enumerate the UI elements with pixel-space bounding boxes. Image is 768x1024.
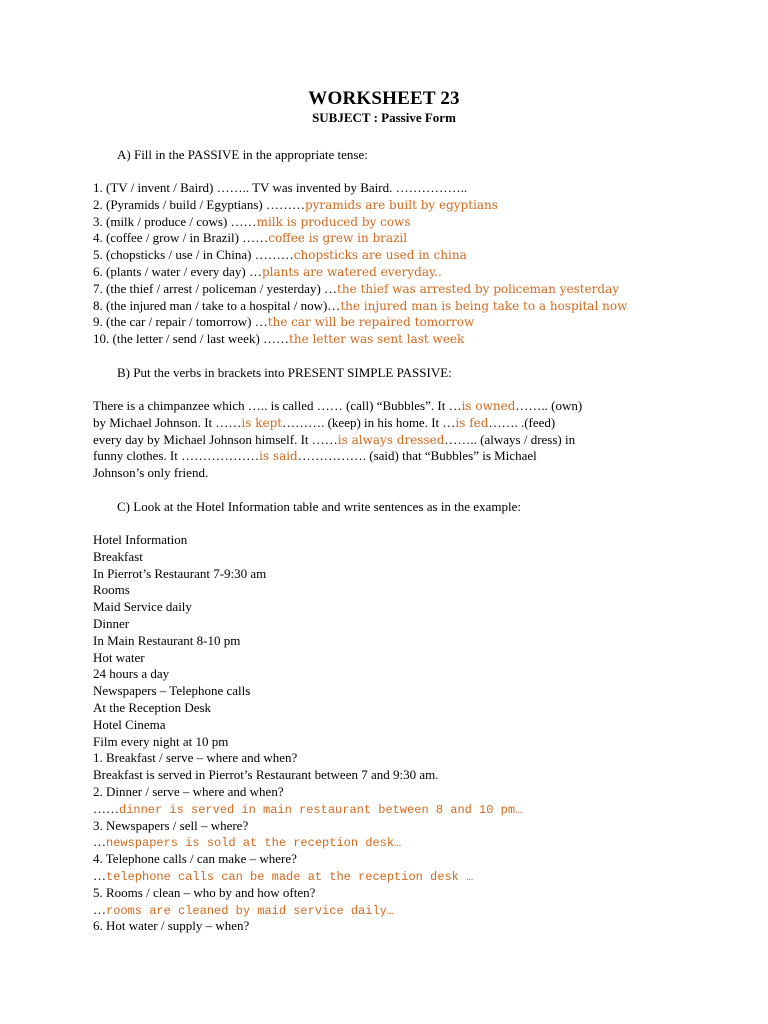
line-text: Hot water [93,649,145,665]
paragraph-text: by Michael Johnson. It …… [93,414,242,430]
line-text: 24 hours a day [93,666,170,682]
exercise-a-item [93,263,442,281]
line-text: In Pierrot’s Restaurant 7-9:30 am [93,565,267,581]
written-answer: telephone calls can be made at the reception desk … [106,870,474,884]
paragraph-line [93,397,582,415]
exercise-a-item [93,330,464,348]
paragraph-text: ……. .(feed) [488,414,556,430]
hotel-line [93,565,266,582]
hotel-line [93,548,143,565]
hotel-line [93,598,192,615]
section-b-instruction: B) Put the verbs in brackets into PRESENT SIMPLE PASSIVE: [117,365,452,380]
line-text: Maid Service daily [93,599,192,615]
line-text: In Main Restaurant 8-10 pm [93,632,241,648]
written-answer: dinner is served in main restaurant between 8 and 10 pm… [119,802,523,817]
written-answer: rooms are cleaned by maid service daily… [106,903,395,918]
hotel-line [93,682,250,699]
item-prompt: 10. (the letter / send / last week) …… [93,331,290,347]
line-text: 4. Telephone calls / can make – where? [93,851,297,867]
line-text: … [93,834,106,850]
line-text: Hotel Information [93,532,188,547]
exercise-a-item [93,246,467,264]
line-text: …… [93,800,119,816]
hotel-line [93,817,248,834]
exercise-a-item [93,280,619,298]
item-prompt: 7. (the thief / arrest / policeman / yesterday) … [93,280,338,296]
filled-answer: is said [259,449,298,464]
hotel-line [93,850,297,867]
item-prompt: 8. (the injured man / take to a hospital / now)… [93,297,341,313]
paragraph-line [93,414,555,432]
item-prompt: 4. (coffee / grow / in Brazil) …… [93,230,269,246]
hotel-line [93,884,315,901]
section-c-instruction: C) Look at the Hotel Information table and write sentences as in the example: [117,499,521,514]
line-text: Hotel Cinema [93,716,166,732]
item-prompt: 6. (plants / water / every day) … [93,264,262,279]
exercise-a-item [93,179,467,196]
item-answer: the injured man is being take to a hospital now [340,298,628,313]
line-text: 1. Breakfast / serve – where and when? [93,750,298,766]
line-text: 3. Newspapers / sell – where? [93,817,249,833]
paragraph-text: There is a chimpanzee which ….. is called …… (call) “Bubbles”. It … [93,398,462,413]
item-prompt: 3. (milk / produce / cows) …… [93,213,257,229]
worksheet-title: WORKSHEET 23 [308,88,460,109]
item-prompt: 2. (Pyramids / build / Egyptians) ……… [93,196,305,212]
item-answer-suffix: .. [434,265,442,279]
line-text: Film every night at 10 pm [93,733,229,749]
exercise-a-item [93,213,411,231]
paragraph-line [93,447,537,465]
paragraph-line [93,431,575,449]
hotel-line [93,783,284,800]
hotel-line [93,531,187,548]
item-answer: pyramids are built by egyptians [304,197,498,212]
exercise-a-item [93,196,498,214]
line-text: At the Reception Desk [93,700,212,715]
paragraph-text: ………. (keep) in his home. It … [282,414,456,430]
item-answer: milk is produced by cows [256,214,411,229]
line-text: 6. Hot water / supply – when? [93,918,250,934]
hotel-line [93,766,439,783]
item-answer: plants are watered everyday [261,265,435,279]
exercise-a-item [93,297,627,315]
hotel-line [93,665,169,682]
line-text: … [93,868,106,883]
line-text: Dinner [93,616,130,631]
filled-answer: is kept [241,415,283,430]
worksheet-subtitle: SUBJECT : Passive Form [312,110,456,125]
paragraph-text: funny clothes. It ……………… [93,448,260,464]
hotel-line [93,716,166,733]
paragraph-text: …….. (own) [515,398,583,413]
exercise-a-item [93,229,407,247]
exercise-a-item [93,313,474,331]
hotel-line [93,649,145,666]
filled-answer: is owned [461,399,516,413]
hotel-line [93,749,297,766]
hotel-line [93,699,211,716]
paragraph-text: every day by Michael Johnson himself. It …… [93,431,338,447]
hotel-line [93,917,249,934]
line-text: Breakfast [93,548,143,564]
paragraph-text: …….. (always / dress) in [444,431,576,447]
line-text: Breakfast is served in Pierrot’s Restaurant between 7 and 9:30 am. [93,767,439,783]
written-answer: newspapers is sold at the reception desk… [106,836,402,851]
paragraph-line [93,464,208,481]
item-prompt: 1. (TV / invent / Baird) …….. TV was invented by Baird. …………….. [93,180,468,195]
hotel-line [93,733,228,750]
item-prompt: 5. (chopsticks / use / in China) ……… [93,247,294,263]
item-answer: coffee is grew in brazil [268,231,408,246]
item-answer: chopsticks are used in china [293,248,467,263]
filled-answer: is fed [455,415,489,430]
line-text: 2. Dinner / serve – where and when? [93,784,284,799]
line-text: … [93,901,106,917]
item-prompt: 9. (the car / repair / tomorrow) … [93,314,268,330]
item-answer: the thief was arrested by policeman yesterday [337,281,620,296]
hotel-line [93,615,129,632]
item-answer: the car will be repaired tomorrow [267,315,475,330]
paragraph-text: Johnson’s only friend. [93,465,209,481]
section-a-instruction: A) Fill in the PASSIVE in the appropriate tense: [117,147,368,162]
hotel-line [93,581,130,598]
item-answer: the letter was sent last week [289,332,465,347]
line-text: 5. Rooms / clean – who by and how often? [93,884,316,900]
filled-answer: is always dressed [337,432,445,447]
line-text: Rooms [93,582,130,598]
line-text: Newspapers – Telephone calls [93,683,251,699]
hotel-line [93,632,240,649]
paragraph-text: ……………. (said) that “Bubbles” is Michael [297,448,537,464]
